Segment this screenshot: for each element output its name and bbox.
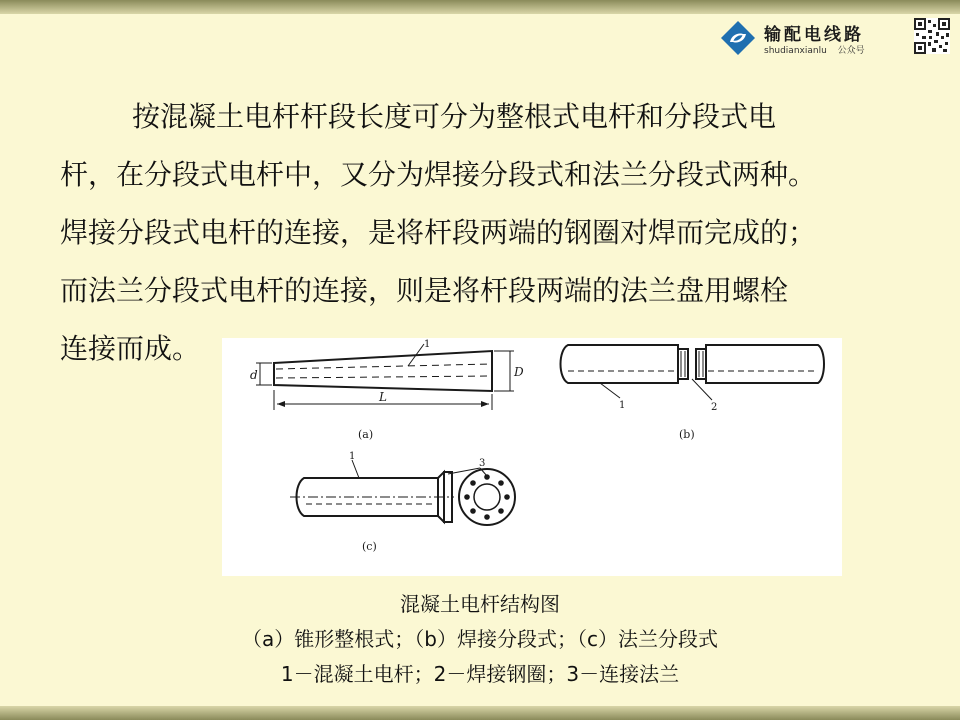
figure-label-b: (b) <box>679 428 695 441</box>
paragraph-line: 杆，在分段式电杆中，又分为焊接分段式和法兰分段式两种。 <box>60 158 817 191</box>
brand-tag: 公众号 <box>837 46 865 56</box>
brand-title: 输配电线路 <box>764 25 864 45</box>
figure-label-c: (c) <box>362 540 377 553</box>
paragraph-line: 连接而成。 <box>60 332 201 365</box>
flanged-pole-drawing <box>290 460 515 525</box>
dimension-L-label: L <box>379 390 387 404</box>
brand-logo <box>718 18 948 58</box>
figure-caption-title: 混凝土电杆结构图 <box>400 592 560 616</box>
callout-1-label: 1 <box>424 339 431 350</box>
pole-structure-drawing <box>222 338 842 576</box>
callout-2-label: 2 <box>711 402 718 413</box>
figure-caption-subtypes: （a）锥形整根式；（b）焊接分段式；（c）法兰分段式 <box>242 627 718 651</box>
slide-bottom-border <box>0 706 960 720</box>
dimension-D-label: D <box>514 365 524 379</box>
body-paragraph <box>60 88 920 378</box>
brand-logo-icon <box>718 18 758 58</box>
callout-1-label: 1 <box>349 451 356 462</box>
callout-3-label: 3 <box>479 458 486 469</box>
flange-bolt-holes <box>464 474 510 520</box>
pole-structure-figure <box>222 338 842 576</box>
paragraph-line: 而法兰分段式电杆的连接，则是将杆段两端的法兰盘用螺栓 <box>60 274 789 307</box>
qr-code-icon <box>914 18 950 54</box>
dimension-d-label: d <box>250 368 258 382</box>
figure-label-a: (a) <box>358 428 374 441</box>
slide-top-border <box>0 0 960 14</box>
brand-pinyin: shudianxianlu <box>764 46 827 56</box>
callout-1-label: 1 <box>619 400 626 411</box>
paragraph-line: 焊接分段式电杆的连接，是将杆段两端的钢圈对焊而完成的； <box>60 216 817 249</box>
welded-pole-drawing <box>561 345 825 400</box>
figure-caption-legend: 1－混凝土电杆；2－焊接钢圈；3－连接法兰 <box>280 662 680 686</box>
paragraph-line: 按混凝土电杆杆段长度可分为整根式电杆和分段式电 <box>132 100 777 133</box>
brand-subtitle <box>764 43 873 56</box>
